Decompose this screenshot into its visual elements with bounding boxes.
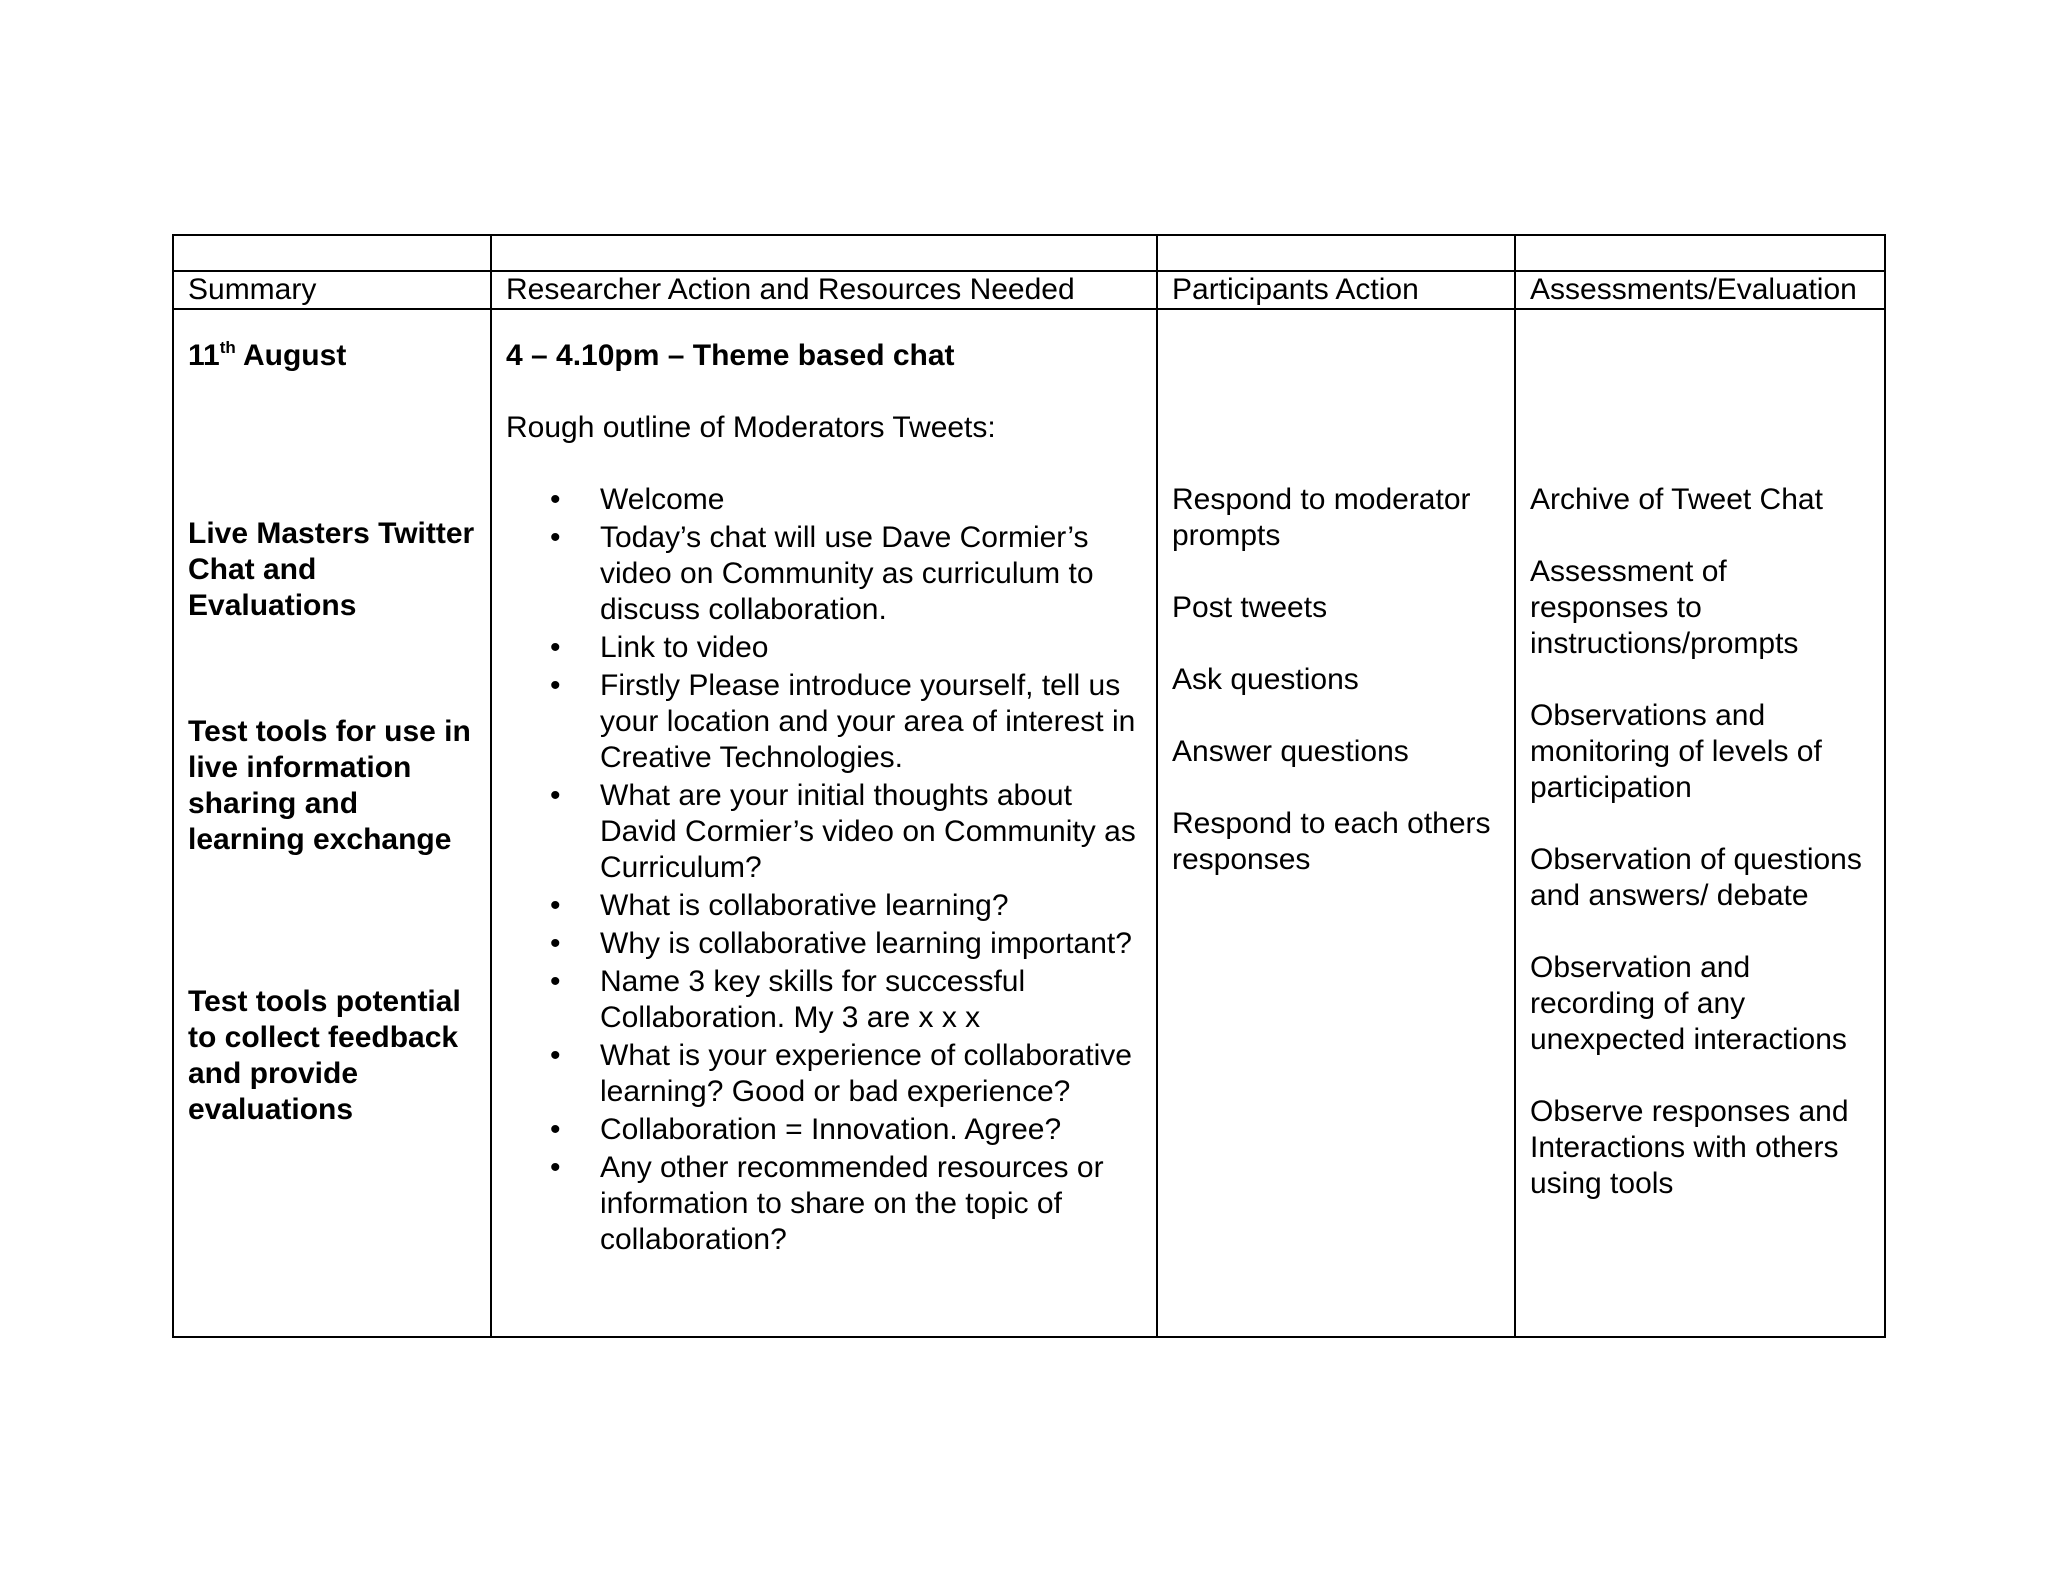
header-researcher-action: Researcher Action and Resources Needed [491, 271, 1157, 309]
assessment-item: Observation and recording of any unexpected interactions [1530, 951, 1847, 1056]
list-item: • What is collaborative learning? [506, 888, 1142, 924]
blank-cell [173, 235, 491, 271]
participant-action: Respond to each others responses [1172, 807, 1491, 876]
content-row [173, 309, 1885, 1337]
list-item: • What is your experience of collaborative learning? Good or bad experience? [506, 1038, 1142, 1110]
summary-date [188, 338, 476, 374]
list-item: • Why is collaborative learning important? [506, 926, 1142, 962]
blank-row [173, 235, 1885, 271]
summary-item-2: Test tools for use in live information sharing and learning exchange [188, 715, 471, 856]
assessment-item: Observation of questions and answers/ debate [1530, 843, 1862, 912]
assessment-item: Observations and monitoring of levels of participation [1530, 699, 1822, 804]
list-item: • Link to video [506, 630, 1142, 666]
participant-action: Answer questions [1172, 735, 1409, 768]
blank-cell [1515, 235, 1885, 271]
list-item: • Firstly Please introduce yourself, tell us your location and your area of interest in Creative Technologies. [506, 668, 1142, 776]
header-assessments: Assessments/Evaluation [1515, 271, 1885, 309]
participant-action: Ask questions [1172, 663, 1359, 696]
assessment-item: Observe responses and Interactions with others using tools [1530, 1095, 1849, 1200]
list-item: • Name 3 key skills for successful Collaboration. My 3 are x x x [506, 964, 1142, 1036]
participant-action: Respond to moderator prompts [1172, 483, 1471, 552]
participants-list [1172, 482, 1500, 914]
summary-item-1: Live Masters Twitter Chat and Evaluations [188, 517, 475, 622]
summary-cell [173, 309, 491, 1337]
moderator-tweets-list [506, 482, 1142, 1260]
date-day: 11 [188, 339, 220, 372]
blank-cell [491, 235, 1157, 271]
chat-heading: 4 – 4.10pm – Theme based chat [506, 339, 955, 372]
date-suffix: th [219, 338, 236, 357]
researcher-cell [491, 309, 1157, 1337]
participants-cell [1157, 309, 1515, 1337]
assessments-cell [1515, 309, 1885, 1337]
list-item: • Welcome [506, 482, 1142, 518]
list-item: • What are your initial thoughts about David Cormier’s video on Community as Curriculum? [506, 778, 1142, 886]
header-summary: Summary [173, 271, 491, 309]
header-participants-action: Participants Action [1157, 271, 1515, 309]
blank-cell [1157, 235, 1515, 271]
list-item: • Today’s chat will use Dave Cormier’s video on Community as curriculum to discuss collaboration. [506, 520, 1142, 628]
assessment-item: Assessment of responses to instructions/prompts [1530, 555, 1799, 660]
lesson-plan-table [172, 234, 1886, 1338]
assessment-item: Archive of Tweet Chat [1530, 483, 1823, 516]
list-item: • Any other recommended resources or information to share on the topic of collaboration? [506, 1150, 1142, 1258]
header-row [173, 271, 1885, 309]
summary-item-3: Test tools potential to collect feedback and provide evaluations [188, 985, 461, 1126]
participant-action: Post tweets [1172, 591, 1328, 624]
assessments-list [1530, 482, 1870, 1238]
date-month: August [235, 339, 347, 372]
tweets-intro: Rough outline of Moderators Tweets: [506, 411, 996, 444]
list-item: • Collaboration = Innovation. Agree? [506, 1112, 1142, 1148]
